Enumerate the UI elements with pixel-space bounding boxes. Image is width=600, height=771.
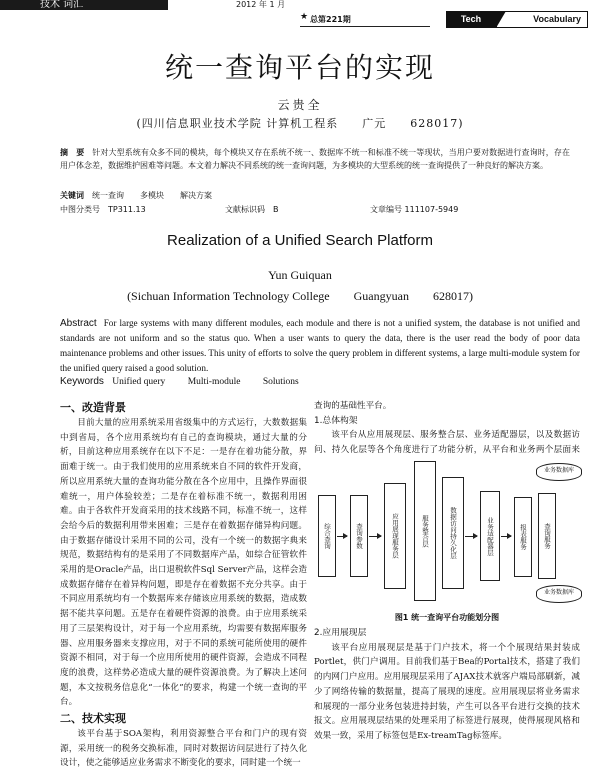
affiliation-en: (Sichuan Information Technology College Guangyuan 628017) xyxy=(127,289,473,303)
keyword-en-item: Solutions xyxy=(262,377,299,387)
database-icon: 业务数据库 xyxy=(536,585,582,603)
body-right-column-top xyxy=(314,399,580,457)
header-issue: 总第221期 xyxy=(310,15,351,24)
diagram-box: 查询服务 xyxy=(538,493,556,579)
diagram-box: 报表服务 xyxy=(514,497,532,577)
star-icon: ★ xyxy=(300,12,309,22)
header-date: 2012 年 1 月 xyxy=(236,0,286,9)
diagram-arrow xyxy=(465,536,477,537)
keywords-en xyxy=(60,376,319,387)
section-heading: 二、技术实现 xyxy=(60,712,126,726)
paper-title-en: Realization of a Unified Search Platform xyxy=(167,232,433,249)
abstract-en-text: For large systems with many different modules, each module and there is not a unified system, the database is not unified and standards are not uniform and so the status quo. When a user wants to query the data, there is the user read the body of poor data maintenance problems and other issues. This unity of efforts to solve the query problem in different systems, a large multi-module system for the unified query raised a good solution. xyxy=(60,318,581,373)
figure-caption: 图1 统一查询平台功能划分图 xyxy=(394,613,500,622)
keywords-en-label: Keywords xyxy=(60,376,104,387)
abstract-cn-label: 摘 要 xyxy=(60,148,85,157)
keyword-en-item: Multi-module xyxy=(187,377,241,387)
header-section-label: 技术 词汇 xyxy=(0,0,168,10)
author-cn: 云贵全 xyxy=(277,98,323,112)
diagram-arrow xyxy=(337,536,347,537)
article-number: 文章编号 111107-5949 xyxy=(370,205,459,214)
database-icon: 业务数据库 xyxy=(536,463,582,481)
paper-title-cn: 统一查询平台的实现 xyxy=(164,51,435,84)
abstract-en xyxy=(60,316,580,376)
body-left-column xyxy=(60,399,307,771)
diagram-arrow xyxy=(501,536,511,537)
body-right-column-bottom xyxy=(314,626,580,759)
tag-vocabulary: Vocabulary xyxy=(496,11,588,28)
paragraph: 该平台基于SOA架构，利用资源整合平台和门户的现有资源，采用统一的税务交换标准，同时对数据访问层进行了持久化设计，使之能够适应业务需求不断变化的要求，同时建一个统一 xyxy=(60,729,307,769)
document-code: 文献标识码 B xyxy=(225,205,279,214)
paragraph: 查询的基础性平台。 xyxy=(314,401,392,411)
page-header xyxy=(0,0,600,30)
subsection-heading: 1.总体构架 xyxy=(314,415,358,426)
diagram-box: 服务整合层 xyxy=(414,461,436,601)
abstract-cn-text: 针对大型系统有众多不同的模块，每个模块又存在系统不统一、数据库不统一和标准不统一等现状，当用户要对数据进行查询时，存在用户体念差，数据维护困难等问题。本文着力解决不同系统的统一查询问题，为多模块的大型系统的统一查询提供了一种良好的解决方案。 xyxy=(60,148,570,170)
clc-number: 中图分类号 TP311.13 xyxy=(60,205,146,214)
subsection-heading: 2.应用展现层 xyxy=(314,628,367,638)
keywords-cn-label: 关键词 xyxy=(60,191,84,200)
keywords-cn xyxy=(60,190,212,201)
diagram-box: 查询参数 xyxy=(350,495,368,577)
tag-tech: Tech xyxy=(446,11,496,28)
architecture-diagram xyxy=(314,457,580,607)
header-rule xyxy=(300,26,430,27)
keyword-en-item: Unified query xyxy=(112,377,166,387)
diagram-box: 应用展现服务层 xyxy=(384,483,406,589)
section-heading: 一、改造背景 xyxy=(60,401,126,414)
affiliation-cn: (四川信息职业技术学院 计算机工程系 广元 628017) xyxy=(136,117,464,130)
abstract-cn xyxy=(60,146,570,172)
diagram-box: 综合查询 xyxy=(318,495,336,577)
paragraph: 该平台应用展现层是基于门户技术，将一个个展现结果封装成Portlet，供门户调用。目前我们基于Bea的Portal技术，搭建了我们的内网门户应用。应用展现层采用了AJAX技术就客户端局部刷新，减少了网络传输的数据量，提高了展现的速度。应用展现层将业务需求和展现的一部分业务包装进持封装，产生可以各平台进行交换的技术报文。应用展现层结果的处理采用了标签进行展现，使得展现风格和效果一致，采用了标签包是Ex-treamTag标签库。 xyxy=(314,642,580,741)
keywords-cn-items: 统一查询 多模块 解决方案 xyxy=(92,191,212,200)
diagram-box: 数据访问持久化层 xyxy=(442,477,464,589)
author-en: Yun Guiquan xyxy=(268,268,332,282)
diagram-box: 业务适配器层 xyxy=(480,491,500,581)
paragraph: 目前大量的应用系统采用省级集中的方式运行，大数数据集中到省局，各个应用系统均有自己的查询模块，通过大量的分析，目前这种应用系统存在以下不足：一是存在着功能分散，界面难于统一。由于我们使用的应用系统来自不同的软件开发商，所以应用系统大量的查询功能分散在各个应用中，且操作界面很难统一，用户体验较差；二是存在着标准不统一，数据利用困难。由于各软件开发商采用的技术线路不同，标准不统一，这样会给今后的数据利用带来困难；三是存在着数据存储异构问题。由于数据存储设计采用不同的公司，没有一个统一的数据字典来规范，数据结构有的是采用了不同数据库产品，如综合征管软件采用的是Oracle产品，出口退税软件Sql Server产品，这样会造成数据存储存在着异构问题，即是存在着数据不充分共享。由于不同应用系统均有一个数据库来存储该应用系统的数据，造成数据不能共享问题。五是存在着硬件资源的浪费。由于应用系统采用了三层架构设计，对于每一个应用系统，均需要有数据库服务器、应用服务器来支撑应用，对于不同的系统可能所使用的硬件资源不相同，对于每一个应用所使用的硬件资源，会造成不同程度的浪费，这样势必造成大量的硬件资源浪费。为了解决上述问题，本文按税务信息化“一体化”的要求，构建一个统一查询的平台。 xyxy=(60,418,307,708)
paragraph: 该平台从应用展现层、服务整合层、业务适配器层，以及数据访问、持久化层等各个角度进行了功能分析，从平台和业务两个层面来 xyxy=(314,430,580,456)
abstract-en-label: Abstract xyxy=(60,318,97,329)
diagram-arrow xyxy=(369,536,381,537)
